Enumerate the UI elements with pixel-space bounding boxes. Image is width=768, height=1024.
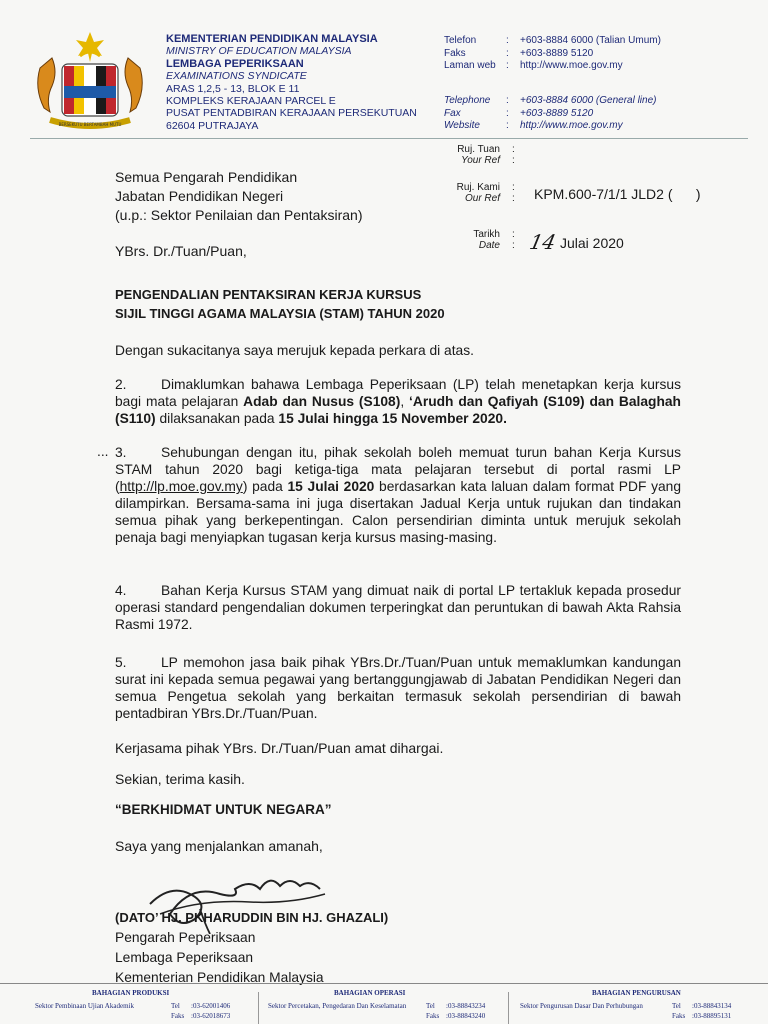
footer-tel: 03-88843134 [693, 1002, 732, 1010]
letterhead-address [166, 33, 417, 132]
continuation-mark: ... [97, 444, 109, 459]
board-name-ms: LEMBAGA PEPERIKSAAN [166, 57, 304, 70]
ministry-name-en: MINISTRY OF EDUCATION MALAYSIA [166, 45, 352, 58]
footer-sector: Sektor Pengurusan Dasar Dan Perhubungan [520, 1002, 643, 1010]
date-range: 15 Julai hingga 15 November 2020. [278, 411, 507, 426]
subject-line: SIJIL TINGGI AGAMA MALAYSIA (STAM) TAHUN 2020 [115, 306, 445, 321]
contact-label: Faks [444, 47, 466, 59]
contact-label: Website [444, 120, 480, 131]
paragraph-text: LP memohon jasa baik pihak YBrs.Dr./Tuan/Puan untuk memaklumkan kandungan surat ini kepada semua pegawai yang bertanggungjawab di Jabatan Pendidikan Negeri dan semua Pengetua sekolah yang berkaitan termasuk sekolah persendirian di bawah pentadbiran YBrs.Dr./Tuan/Puan. [115, 655, 681, 721]
website-link[interactable]: http://www.moe.gov.my [520, 60, 623, 71]
date-label [440, 229, 500, 251]
footer-fax-label: Faks [672, 1012, 686, 1020]
contact-label: Fax [444, 107, 461, 119]
header-divider [30, 138, 748, 139]
letter-subject [115, 285, 445, 323]
contact-value: +603-8884 6000 (General line) [520, 95, 657, 106]
portal-link[interactable]: http://lp.moe.gov.my [119, 479, 243, 494]
thanks-line: Sekian, terima kasih. [115, 771, 245, 787]
paragraph-text: berdasarkan kata laluan dalam format PDF yang dilampirkan. Bersama-sama ini juga disertakan Jadual Kerja untuk rujukan dan tindakan semua pihak yang berkepentingan. Calon persendirian diminta untuk merujuk sekolah penaja bagi menyiapkan tugasan kerja kursus masing-masing. [115, 479, 681, 545]
ministry-name-ms: KEMENTERIAN PENDIDIKAN MALAYSIA [166, 33, 378, 45]
paragraph-3 [115, 444, 681, 546]
subject-line: PENGENDALIAN PENTAKSIRAN KERJA KURSUS [115, 287, 422, 302]
footer-dept-operations: Sektor Percetakan, Pengedaran Dan Keselamatan Tel : 03-88843234 Faks : 03-88843240 [268, 1002, 486, 1020]
board-name-en: EXAMINATIONS SYNDICATE [166, 70, 307, 83]
appreciation-line: Kerjasama pihak YBrs. Dr./Tuan/Puan amat dihargai. [115, 740, 444, 756]
footer-fax-label: Faks [171, 1012, 185, 1020]
paragraph-number: 3. [115, 445, 127, 460]
footer-dept-management: Sektor Pengurusan Dasar Dan Perhubungan Tel : 03-88843134 Faks : 03-88895131 [520, 1002, 732, 1020]
your-ref-en: Your Ref [461, 155, 500, 166]
handwritten-date-day: 14 [527, 230, 559, 254]
contact-label: Telefon [444, 35, 477, 46]
contact-block-en: Telephone : +603-8884 6000 (General line) Fax : +603-8889 5120 Website : http://www.moe.gov.my [444, 95, 657, 131]
footer-tel: 03-62001406 [192, 1002, 231, 1010]
contact-value: +603-8889 5120 [520, 47, 594, 59]
malaysia-coat-of-arms-icon [30, 28, 150, 136]
signatory-name: (DATO’ HJ. PKHARUDDIN BIN HJ. GHAZALI) [115, 910, 389, 925]
recipient-address [115, 168, 362, 225]
paragraph-2 [115, 376, 681, 427]
address-line: KOMPLEKS KERAJAAN PARCEL E [166, 95, 336, 108]
footer-dept-title: BAHAGIAN PRODUKSI [92, 989, 170, 997]
footer-sector: Sektor Pembinaan Ujian Akademik [35, 1002, 134, 1010]
footer-fax: 03-62018673 [192, 1012, 231, 1020]
footer-fax: 03-88843240 [447, 1012, 486, 1020]
subject-course: ‘Arudh dan Qafiyah (S109) dan Balaghah (S110) [115, 394, 681, 426]
footer-dept-production: Sektor Pembinaan Ujian Akademik Tel : 03-62001406 Faks : 03-62018673 [35, 1002, 231, 1020]
footer-fax: 03-88895131 [693, 1012, 732, 1020]
paragraph-text: dilaksanakan pada [155, 411, 279, 426]
footer-fax-label: Faks [426, 1012, 440, 1020]
paragraph-text: ) pada [242, 479, 288, 494]
ref-colon: : : [512, 229, 515, 251]
date-ms: Tarikh [473, 229, 500, 240]
greeting: YBrs. Dr./Tuan/Puan, [115, 243, 247, 259]
footer-dept-title: BAHAGIAN OPERASI [334, 989, 406, 997]
address-line: PUSAT PENTADBIRAN KERAJAAN PERSEKUTUAN [166, 107, 417, 120]
paragraph-text: Dimaklumkan bahawa Lembaga Peperiksaan (LP) telah menetapkan kerja kursus bagi mata pelajaran [115, 377, 681, 409]
our-ref-value: KPM.600-7/1/1 JLD2 ( ) [534, 186, 701, 202]
paragraph-text: , [400, 394, 410, 409]
paragraph-5 [115, 654, 681, 722]
paragraph-text: Sehubungan dengan itu, pihak sekolah boleh memuat turun bahan Kerja Kursus STAM tahun 2020 bagi ketiga-tiga mata pelajaran tersebut di portal rasmi LP ( [115, 445, 681, 494]
motto: “BERKHIDMAT UNTUK NEGARA” [115, 802, 332, 817]
your-ref-ms: Ruj. Tuan [457, 144, 500, 155]
footer-tel-label: Tel [672, 1002, 681, 1010]
footer-column-divider [508, 992, 509, 1024]
signatory-title: Kementerian Pendidikan Malaysia [115, 970, 324, 985]
paragraph-number: 4. [115, 583, 127, 598]
contact-label: Laman web [444, 60, 496, 71]
ref-colon: : : [512, 182, 515, 204]
footer-sector: Sektor Percetakan, Pengedaran Dan Keselamatan [268, 1002, 407, 1010]
recipient-line: (u.p.: Sektor Penilaian dan Pentaksiran) [115, 207, 363, 223]
contact-value: +603-8889 5120 [520, 107, 594, 119]
footer-column-divider [258, 992, 259, 1024]
closing-line: Saya yang menjalankan amanah, [115, 838, 323, 854]
paragraph-number: 5. [115, 655, 127, 670]
svg-text:BERSEKUTU BERTAMBAH MUTU: BERSEKUTU BERTAMBAH MUTU [58, 122, 122, 127]
recipient-line: Jabatan Pendidikan Negeri [115, 188, 284, 204]
footer-divider [0, 983, 768, 984]
signatory-title: Pengarah Peperiksaan [115, 930, 256, 945]
our-ref-label [440, 182, 500, 204]
paragraph-1: Dengan sukacitanya saya merujuk kepada perkara di atas. [115, 343, 474, 358]
contact-label: Telephone [444, 95, 491, 106]
our-ref-en: Our Ref [464, 193, 500, 204]
footer-dept-title: BAHAGIAN PENGURUSAN [592, 989, 681, 997]
footer-tel: 03-88843234 [447, 1002, 486, 1010]
signatory-block [115, 908, 388, 988]
our-ref-ms: Ruj. Kami [456, 182, 500, 193]
contact-value: +603-8884 6000 (Talian Umum) [520, 35, 661, 46]
website-link[interactable]: http://www.moe.gov.my [520, 120, 623, 131]
footer-tel-label: Tel [171, 1002, 180, 1010]
address-line: ARAS 1,2,5 - 13, BLOK E 11 [166, 82, 300, 95]
your-ref-label [440, 144, 500, 166]
date-value: Julai 2020 [560, 235, 624, 251]
date-en: Date [478, 240, 500, 251]
recipient-line: Semua Pengarah Pendidikan [115, 169, 298, 185]
download-date: 15 Julai 2020 [287, 479, 375, 494]
ref-colon: : : [512, 144, 515, 166]
contact-block-ms: Telefon : +603-8884 6000 (Talian Umum) Faks : +603-8889 5120 Laman web : http://www.moe.gov.my [444, 35, 661, 71]
paragraph-4 [115, 582, 681, 633]
footer-tel-label: Tel [426, 1002, 435, 1010]
paragraph-text: Bahan Kerja Kursus STAM yang dimuat naik di portal LP tertakluk kepada prosedur operasi standard pengendalian dokumen terperingkat dan peruntukan di bawah Akta Rahsia Rasmi 1972. [115, 583, 681, 632]
subject-course: Adab dan Nusus (S108) [243, 394, 401, 409]
address-line: 62604 PUTRAJAYA [166, 119, 259, 132]
signatory-title: Lembaga Peperiksaan [115, 950, 254, 965]
paragraph-number: 2. [115, 377, 127, 392]
